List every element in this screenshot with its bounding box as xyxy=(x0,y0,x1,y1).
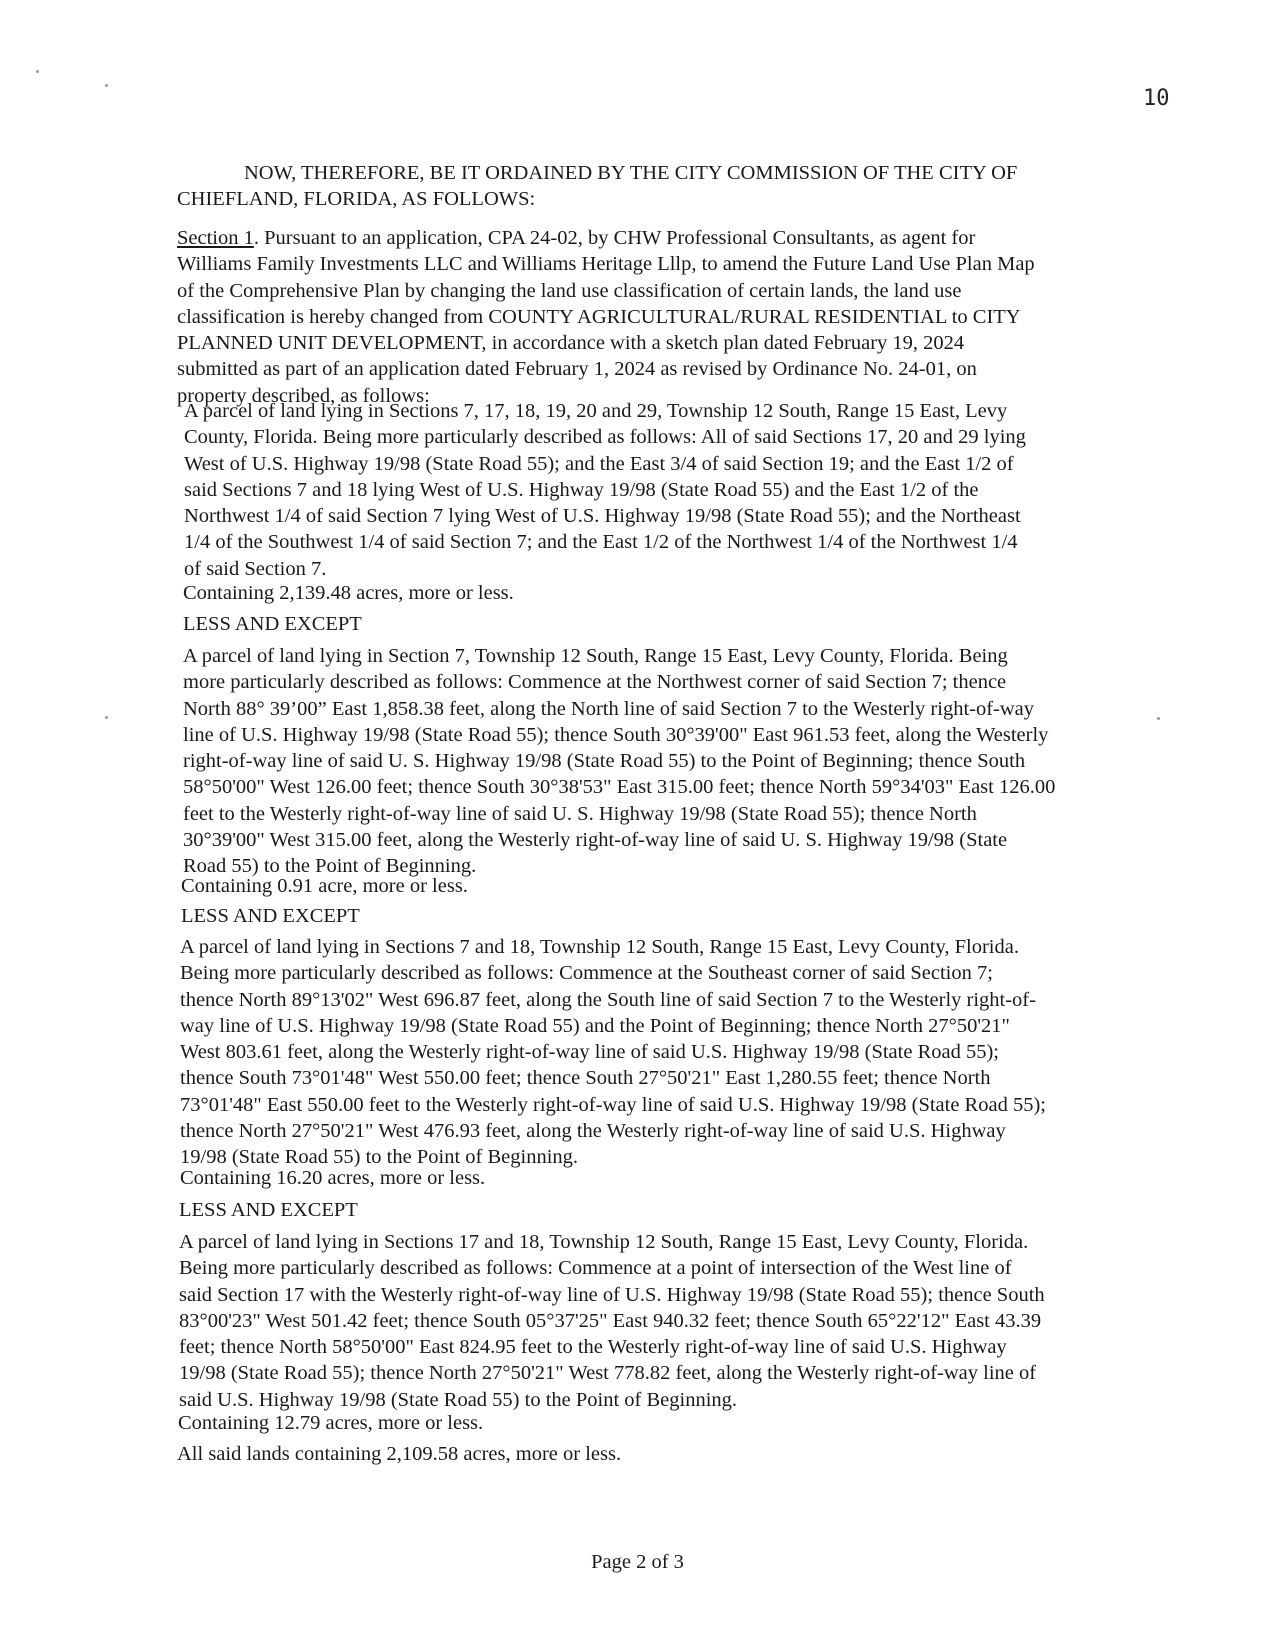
less-and-except-3: LESS AND EXCEPT xyxy=(179,1199,358,1221)
scan-speck xyxy=(105,716,108,719)
parcel-1-description: A parcel of land lying in Sections 7, 17, 18, 19, 20 and 29, Township 12 South, Range 15 East, Levy County, Florida. Being more particularly described as follows: All of said Sections 17, 20 and 29 lying West of U.S. Highway 19/98 (State Road 55); and the East 3/4 of said Section 19; and the East 1/2 of said Sections 7 and 18 lying West of U.S. Highway 19/98 (State Road 55) and the East 1/2 of the Northwest 1/4 of said Section 7 lying West of U.S. Highway 19/98 (State Road 55); and the Northeast 1/4 of the Southwest 1/4 of said Section 7; and the East 1/2 of the Northwest 1/4 of the Northwest 1/4 of said Section 7. xyxy=(184,400,1026,580)
parcel-4-containing: Containing 12.79 acres, more or less. xyxy=(178,1412,484,1434)
parcel-2-description: A parcel of land lying in Section 7, Township 12 South, Range 15 East, Levy County, Florida. Being more particularly described as follows: Commence at the Northwest corner of said Section 7; thence North 88° 39’00” East 1,858.38 feet, along the North line of said Section 7 to the Westerly right-of-way line of U.S. Highway 19/98 (State Road 55); thence South 30°39'00" East 961.53 feet, along the Westerly right-of-way line of said U. S. Highway 19/98 (State Road 55) to the Point of Beginning; thence South 58°50'00" West 126.00 feet; thence South 30°38'53" East 315.00 feet; thence North 59°34'03" East 126.00 feet to the Westerly right-of-way line of said U. S. Highway 19/98 (State Road 55); thence North 30°39'00" West 315.00 feet, along the Westerly right-of-way line of said U. S. Highway 19/98 (State Road 55) to the Point of Beginning. xyxy=(183,645,1056,878)
page-footer: Page 2 of 3 xyxy=(591,1551,684,1573)
page-number: 10 xyxy=(1143,86,1170,111)
section-1-paragraph xyxy=(177,225,1137,409)
scan-speck xyxy=(1157,717,1160,720)
scan-speck xyxy=(36,70,39,73)
scan-speck xyxy=(105,84,108,87)
section-1-label: Section 1 xyxy=(177,227,254,249)
section-1-text: . Pursuant to an application, CPA 24-02, by CHW Professional Consultants, as agent for Williams Family Investments LLC and Williams Heritage Lllp, to amend the Future Land Use Plan Map of the Comprehensive Plan by changing the land use classification of certain lands, the land use classification is hereby changed from COUNTY AGRICULTURAL/RURAL RESIDENTIAL to CITY PLANNED UNIT DEVELOPMENT, in accordance with a sketch plan dated February 19, 2024 submitted as part of an application dated February 1, 2024 as revised by Ordinance No. 24-01, on property described, as follows: xyxy=(177,227,1035,407)
parcel-4-description: A parcel of land lying in Sections 17 and 18, Township 12 South, Range 15 East, Levy County, Florida. Being more particularly described as follows: Commence at a point of intersection of the West line of said Section 17 with the Westerly right-of-way line of U.S. Highway 19/98 (State Road 55); thence South 83°00'23" West 501.42 feet; thence South 05°37'25" East 940.32 feet; thence South 65°22'12" East 43.39 feet; thence North 58°50'00" East 824.95 feet to the Westerly right-of-way line of said U.S. Highway 19/98 (State Road 55); thence North 27°50'21" West 778.82 feet, along the Westerly right-of-way line of said U.S. Highway 19/98 (State Road 55) to the Point of Beginning. xyxy=(179,1231,1045,1411)
parcel-3-containing: Containing 16.20 acres, more or less. xyxy=(180,1167,486,1189)
total-acreage: All said lands containing 2,109.58 acres, more or less. xyxy=(177,1443,622,1465)
ordinance-heading: NOW, THEREFORE, BE IT ORDAINED BY THE CITY COMMISSION OF THE CITY OF CHIEFLAND, FLORIDA, AS FOLLOWS: xyxy=(177,162,1018,211)
parcel-2-containing: Containing 0.91 acre, more or less. xyxy=(181,875,468,897)
less-and-except-1: LESS AND EXCEPT xyxy=(183,613,362,635)
less-and-except-2: LESS AND EXCEPT xyxy=(181,905,360,927)
parcel-1-containing: Containing 2,139.48 acres, more or less. xyxy=(183,582,514,604)
parcel-3-description: A parcel of land lying in Sections 7 and 18, Township 12 South, Range 15 East, Levy County, Florida. Being more particularly described as follows: Commence at the Southeast corner of said Section 7; thence North 89°13'02" West 696.87 feet, along the South line of said Section 7 to the Westerly right-of- way line of U.S. Highway 19/98 (State Road 55) and the Point of Beginning; thence North 27°50'21" West 803.61 feet, along the Westerly right-of-way line of said U.S. Highway 19/98 (State Road 55); thence South 73°01'48" West 550.00 feet; thence South 27°50'21" East 1,280.55 feet; thence North 73°01'48" East 550.00 feet to the Westerly right-of-way line of said U.S. Highway 19/98 (State Road 55); thence North 27°50'21" West 476.93 feet, along the Westerly right-of-way line of said U.S. Highway 19/98 (State Road 55) to the Point of Beginning. xyxy=(180,936,1046,1169)
